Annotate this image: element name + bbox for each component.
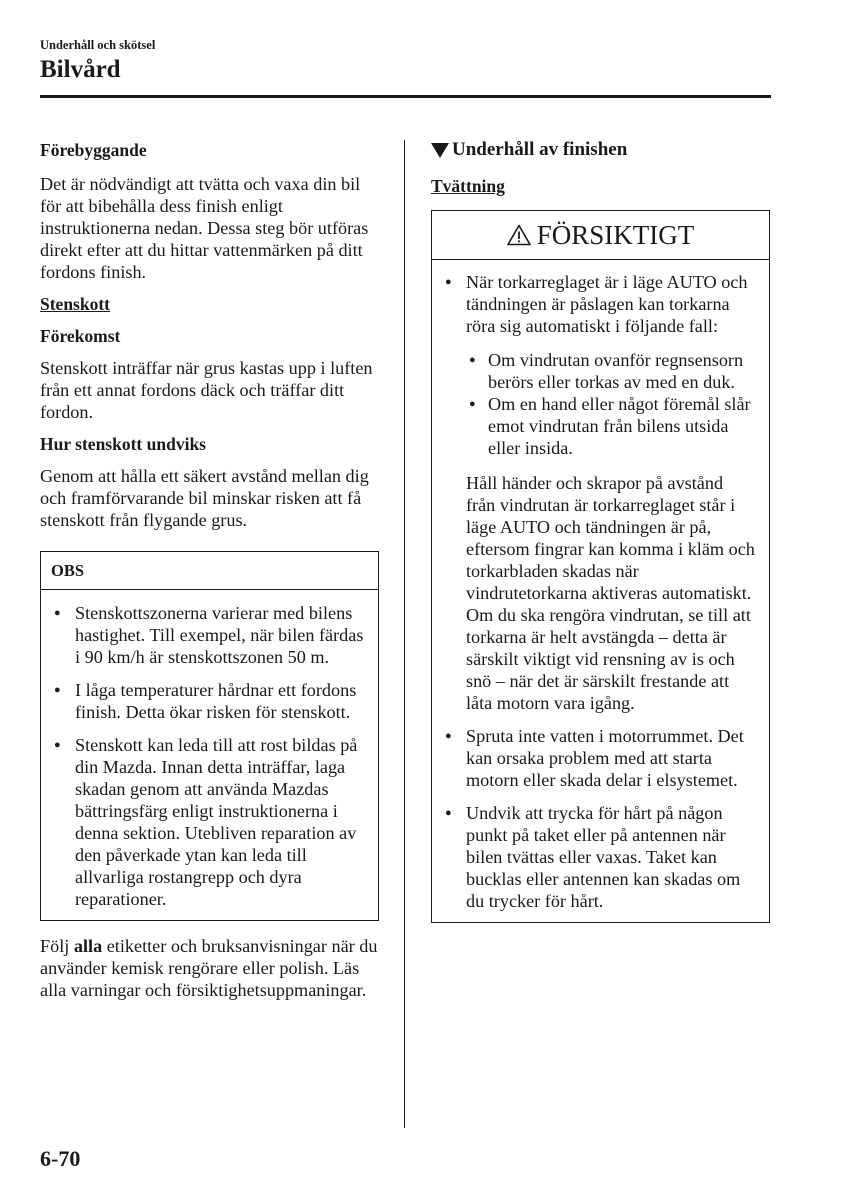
final-text-pre: Följ <box>40 936 74 956</box>
caution-item-continuation: Håll händer och skrapor på avstånd från vindrutan är torkarreglaget står i läge AUTO och tändningen är på, eftersom fingrar kan komma i kläm och torkarbladen skadas när vindrutetorkarna aktiveras automatiskt. <box>466 473 755 603</box>
final-text-post: etiketter och bruksanvisningar när du använder kemisk rengörare eller polish. Läs alla varningar och försiktighetsuppmaningar. <box>40 936 378 1000</box>
caution-sublist <box>466 349 755 459</box>
triangle-down-icon <box>431 143 449 158</box>
obs-body <box>41 590 378 920</box>
left-column <box>40 139 385 1001</box>
obs-item: ● I låga temperaturer hårdnar ett fordons finish. Detta ökar risken för stenskott. <box>51 679 368 723</box>
caution-list <box>442 271 755 912</box>
obs-box <box>40 551 379 921</box>
warning-triangle-icon <box>507 224 531 246</box>
page-number: 6-70 <box>40 1146 81 1171</box>
heading-undviks: Hur stenskott undviks <box>40 434 206 454</box>
obs-list <box>51 602 368 910</box>
caution-box <box>431 210 770 923</box>
section-heading-text: Underhåll av finishen <box>452 139 628 160</box>
title-rule <box>40 95 771 98</box>
page-title: Bilvård <box>40 56 121 83</box>
heading-stenskott: Stenskott <box>40 294 111 314</box>
section-heading <box>431 139 772 161</box>
obs-title: OBS <box>41 552 378 590</box>
caution-item: ● Undvik att trycka för hårt på någon punkt på taket eller på antennen när bilen tvättas eller vaxas. Taket kan bucklas eller antennen kan skadas om du trycker för hårt. <box>442 802 755 912</box>
heading-forebyggande: Förebyggande <box>40 140 147 160</box>
section-kicker: Underhåll och skötsel <box>40 38 156 52</box>
paragraph-forekomst: Stenskott inträffar när grus kastas upp i luften från ett annat fordons däck och träffar ditt fordon. <box>40 358 373 422</box>
caution-header <box>432 211 769 260</box>
column-divider <box>404 140 405 1128</box>
caution-item-intro: ● När torkarreglaget är i läge AUTO och tändningen är påslagen kan torkarna röra sig automatiskt i följande fall: <box>466 272 748 336</box>
paragraph-intro: Det är nödvändigt att tvätta och vaxa din bil för att bibehålla dess finish enligt instruktionerna nedan. Dessa steg bör utföras direkt efter att du hittar vattenmärken på ditt fordons finish. <box>40 174 369 282</box>
obs-item: ● Stenskott kan leda till att rost bildas på din Mazda. Innan detta inträffar, laga skadan genom att använda Mazdas bättringsfärg enligt instruktionerna i denna sektion. Utebliven reparation av den påverkade ytan kan leda till allvarliga rostangrepp och dyra reparationer. <box>51 734 368 910</box>
caution-item: ● Spruta inte vatten i motorrummet. Det kan orsaka problem med att starta motorn eller skada delar i elsystemet. <box>442 725 755 791</box>
caution-title: FÖRSIKTIGT <box>536 220 695 250</box>
caution-item-continuation-2: Om du ska rengöra vindrutan, se till att torkarna är helt avstängda – detta är särskilt viktigt vid rensning av is och snö – när det är särskilt frestande att låta motorn vara igång. <box>466 605 751 713</box>
heading-forekomst: Förekomst <box>40 326 121 346</box>
paragraph-final <box>40 935 385 1001</box>
right-column <box>431 139 772 923</box>
caution-item <box>442 271 755 714</box>
obs-item: ● Stenskottszonerna varierar med bilens hastighet. Till exempel, när bilen färdas i 90 km/h är stenskottszonen 50 m. <box>51 602 368 668</box>
paragraph-undviks: Genom att hålla ett säkert avstånd mellan dig och framförvarande bil minskar risken att få stenskott från flygande grus. <box>40 466 369 530</box>
final-text-bold: alla <box>73 936 103 956</box>
heading-tvattning: Tvättning <box>431 176 505 196</box>
caution-subitem: ● Om vindrutan ovanför regnsensorn berörs eller torkas av med en duk. <box>466 349 755 393</box>
caution-subitem: ● Om en hand eller något föremål slår emot vindrutan från bilens utsida eller insida. <box>466 393 755 459</box>
caution-body <box>432 260 769 922</box>
